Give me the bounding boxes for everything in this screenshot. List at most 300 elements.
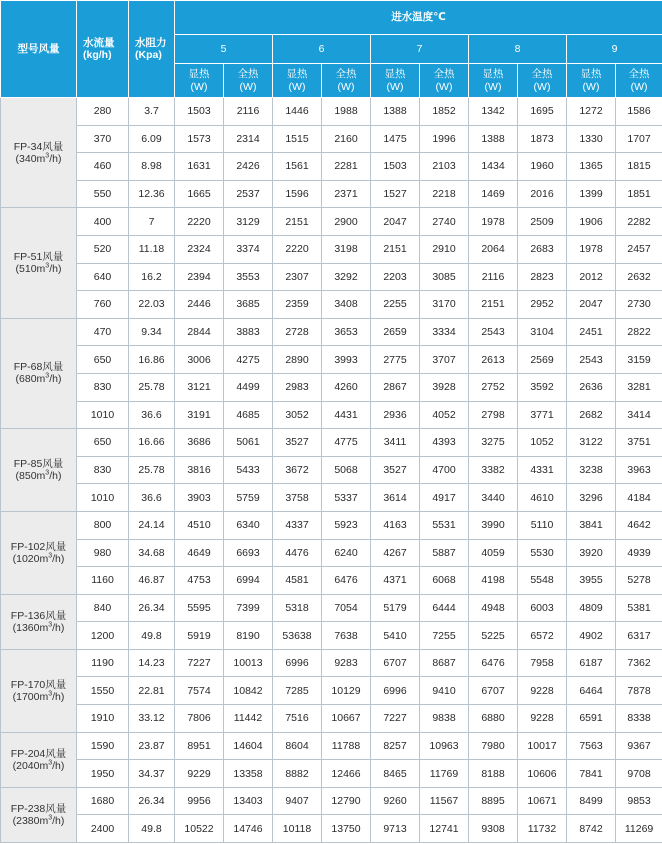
model-cell (1, 318, 77, 428)
heat-value-cell: 4902 (567, 622, 616, 650)
heat-value-cell: 6068 (420, 567, 469, 595)
heat-value-cell: 10017 (518, 732, 567, 760)
heat-value-cell: 2064 (469, 235, 518, 263)
flow-cell: 1190 (77, 649, 129, 677)
heat-value-cell: 3129 (224, 208, 273, 236)
heat-value-cell: 2613 (469, 346, 518, 374)
heat-value-cell: 9956 (175, 787, 224, 815)
resistance-cell: 22.81 (129, 677, 175, 705)
heat-value-cell: 11788 (322, 732, 371, 760)
heat-value-cell: 1561 (273, 153, 322, 181)
heat-value-cell: 11567 (420, 787, 469, 815)
heat-value-cell: 3296 (567, 484, 616, 512)
resistance-cell: 34.37 (129, 760, 175, 788)
heat-value-cell: 1503 (175, 98, 224, 126)
heat-value-cell: 4052 (420, 401, 469, 429)
heat-value-cell: 5381 (616, 594, 662, 622)
heat-value-cell: 5433 (224, 456, 273, 484)
airflow-value: $(2040m^3/h)$ (12, 759, 65, 772)
airflow-number: 850 (19, 470, 37, 483)
heat-unit-label: (W) (582, 80, 600, 93)
heat-value-cell: 7362 (616, 649, 662, 677)
heat-value-cell: 2537 (224, 180, 273, 208)
heat-value-cell: 9853 (616, 787, 662, 815)
heat-value-cell: 7958 (518, 649, 567, 677)
heat-value-cell: 9407 (273, 787, 322, 815)
heat-value-cell: 5278 (616, 567, 662, 595)
heat-value-cell: 1596 (273, 180, 322, 208)
heat-value-cell: 9410 (420, 677, 469, 705)
model-cell (1, 208, 77, 318)
heat-value-cell: 2151 (273, 208, 322, 236)
heat-value-cell: 6572 (518, 622, 567, 650)
flow-cell: 1950 (77, 760, 129, 788)
table-row (1, 539, 662, 567)
heat-value-cell: 6003 (518, 594, 567, 622)
heat-value-cell: 4431 (322, 401, 371, 429)
flow-cell: 1160 (77, 567, 129, 595)
flow-cell: 1590 (77, 732, 129, 760)
heat-value-cell: 4331 (518, 456, 567, 484)
heat-value-cell: 6880 (469, 705, 518, 733)
flow-cell: 980 (77, 539, 129, 567)
resistance-cell: 26.34 (129, 594, 175, 622)
table-row (1, 401, 662, 429)
heat-value-cell: 3955 (567, 567, 616, 595)
heat-value-cell: 6317 (616, 622, 662, 650)
resistance-cell: 3.7 (129, 98, 175, 126)
heat-value-cell: 2012 (567, 263, 616, 291)
airflow-unit: $m^3/h$) (39, 690, 65, 703)
heat-value-cell: 2952 (518, 291, 567, 319)
heat-value-cell: 1631 (175, 153, 224, 181)
resistance-cell: 8.98 (129, 153, 175, 181)
sensible-heat-header (567, 64, 616, 98)
airflow-number: 510 (19, 263, 37, 276)
heat-value-cell: 7516 (273, 705, 322, 733)
heat-value-cell: 13358 (224, 760, 273, 788)
heat-value-cell: 2910 (420, 235, 469, 263)
heat-value-cell: 2900 (322, 208, 371, 236)
heat-value-cell: 3614 (371, 484, 420, 512)
table-row (1, 649, 662, 677)
heat-value-cell: 8882 (273, 760, 322, 788)
heat-value-cell: 3841 (567, 511, 616, 539)
model-name: FP-238风量 (10, 802, 67, 815)
sensible-heat-header (469, 64, 518, 98)
flow-cell: 830 (77, 456, 129, 484)
model-cell (1, 511, 77, 594)
heat-value-cell: 5759 (224, 484, 273, 512)
model-cell (1, 787, 77, 842)
heat-value-cell: 1527 (371, 180, 420, 208)
total-heat-header (616, 64, 662, 98)
heat-value-cell: 4476 (273, 539, 322, 567)
heat-unit-label: (W) (435, 80, 453, 93)
heat-value-cell: 5548 (518, 567, 567, 595)
heat-value-cell: 6444 (420, 594, 469, 622)
heat-value-cell: 1978 (567, 235, 616, 263)
heat-value-cell: 4775 (322, 429, 371, 457)
table-row (1, 373, 662, 401)
heat-value-cell: 6240 (322, 539, 371, 567)
heat-value-cell: 5919 (175, 622, 224, 650)
heat-value-cell: 4393 (420, 429, 469, 457)
airflow-value: $(1700m^3/h)$ (12, 690, 65, 703)
heat-value-cell: 2047 (567, 291, 616, 319)
heat-value-cell: 1272 (567, 98, 616, 126)
heat-value-cell: 2220 (273, 235, 322, 263)
heat-value-cell: 3993 (322, 346, 371, 374)
resistance-cell: 16.2 (129, 263, 175, 291)
heat-value-cell: 10129 (322, 677, 371, 705)
airflow-unit: $m^3/h$) (39, 552, 65, 565)
airflow-unit: $m^3/h$) (36, 372, 62, 386)
heat-value-cell: 5410 (371, 622, 420, 650)
heat-value-cell: 3275 (469, 429, 518, 457)
heat-value-cell: 2016 (518, 180, 567, 208)
heat-value-cell: 13403 (224, 787, 273, 815)
heat-value-cell: 6476 (469, 649, 518, 677)
heat-value-cell: 3121 (175, 373, 224, 401)
temp-header: 7 (371, 35, 469, 64)
heat-value-cell: 9708 (616, 760, 662, 788)
heat-value-cell: 7574 (175, 677, 224, 705)
heat-value-cell: 2867 (371, 373, 420, 401)
flow-cell: 840 (77, 594, 129, 622)
heat-type-label: 显热 (384, 68, 406, 81)
heat-value-cell: 2659 (371, 318, 420, 346)
temp-header: 9 (567, 35, 662, 64)
model-name: FP-102风量 (10, 540, 67, 553)
flow-header-unit: (kg/h) (83, 49, 112, 61)
heat-value-cell: 5887 (420, 539, 469, 567)
heat-value-cell: 6994 (224, 567, 273, 595)
heat-value-cell: 8465 (371, 760, 420, 788)
heat-unit-label: (W) (533, 80, 551, 93)
resistance-header-unit: (Kpa) (135, 49, 162, 61)
temp-header: 5 (175, 35, 273, 64)
heat-value-cell: 2203 (371, 263, 420, 291)
heat-value-cell: 7399 (224, 594, 273, 622)
heat-value-cell: 8742 (567, 815, 616, 843)
heat-value-cell: 3414 (616, 401, 662, 429)
heat-value-cell: 4198 (469, 567, 518, 595)
heat-value-cell: 1851 (616, 180, 662, 208)
resistance-cell: 49.8 (129, 622, 175, 650)
heat-value-cell: 10118 (273, 815, 322, 843)
table-header (1, 1, 662, 98)
heat-value-cell: 2543 (567, 346, 616, 374)
heat-value-cell: 13750 (322, 815, 371, 843)
heat-value-cell: 2775 (371, 346, 420, 374)
heat-value-cell: 3238 (567, 456, 616, 484)
heat-value-cell: 2728 (273, 318, 322, 346)
model-cell (1, 649, 77, 732)
heat-value-cell: 4059 (469, 539, 518, 567)
heat-value-cell: 8338 (616, 705, 662, 733)
heat-value-cell: 3920 (567, 539, 616, 567)
heat-value-cell: 1365 (567, 153, 616, 181)
heat-value-cell: 3052 (273, 401, 322, 429)
heat-value-cell: 3374 (224, 235, 273, 263)
heat-value-cell: 2682 (567, 401, 616, 429)
heat-value-cell: 2446 (175, 291, 224, 319)
heat-value-cell: 4610 (518, 484, 567, 512)
model-cell (1, 594, 77, 649)
resistance-cell: 16.66 (129, 429, 175, 457)
heat-value-cell: 3191 (175, 401, 224, 429)
heat-value-cell: 1052 (518, 429, 567, 457)
heat-value-cell: 1996 (420, 125, 469, 153)
heat-value-cell: 4917 (420, 484, 469, 512)
heat-value-cell: 14746 (224, 815, 273, 843)
table-row (1, 98, 662, 126)
heat-value-cell: 7638 (322, 622, 371, 650)
airflow-value: $(680m^3/h)$ (15, 372, 62, 386)
heat-value-cell: 3771 (518, 401, 567, 429)
heat-value-cell: 7563 (567, 732, 616, 760)
heat-value-cell: 3963 (616, 456, 662, 484)
flow-cell: 460 (77, 153, 129, 181)
heat-value-cell: 2823 (518, 263, 567, 291)
heat-value-cell: 53638 (273, 622, 322, 650)
heat-value-cell: 4184 (616, 484, 662, 512)
resistance-cell: 36.6 (129, 484, 175, 512)
flow-cell: 1910 (77, 705, 129, 733)
heat-value-cell: 4753 (175, 567, 224, 595)
heat-value-cell: 1586 (616, 98, 662, 126)
heat-value-cell: 3553 (224, 263, 273, 291)
heat-value-cell: 2730 (616, 291, 662, 319)
heat-value-cell: 6707 (469, 677, 518, 705)
heat-value-cell: 3122 (567, 429, 616, 457)
table-body (1, 98, 662, 843)
heat-value-cell: 6476 (322, 567, 371, 595)
resistance-cell: 46.87 (129, 567, 175, 595)
heat-value-cell: 3990 (469, 511, 518, 539)
inlet-temp-header: 进水温度℃ (175, 1, 662, 35)
temp-header: 8 (469, 35, 567, 64)
heat-value-cell: 1434 (469, 153, 518, 181)
table-row (1, 346, 662, 374)
heat-value-cell: 1388 (469, 125, 518, 153)
flow-cell: 650 (77, 346, 129, 374)
heat-value-cell: 3758 (273, 484, 322, 512)
heat-value-cell: 2890 (273, 346, 322, 374)
table-row (1, 705, 662, 733)
heat-value-cell: 7255 (420, 622, 469, 650)
airflow-value: $(1020m^3/h)$ (12, 552, 65, 565)
heat-value-cell: 8687 (420, 649, 469, 677)
heat-value-cell: 7227 (371, 705, 420, 733)
heat-value-cell: 3685 (224, 291, 273, 319)
heat-type-label: 全热 (628, 68, 650, 81)
heat-value-cell: 8257 (371, 732, 420, 760)
airflow-number: 1020 (16, 552, 40, 565)
heat-value-cell: 3672 (273, 456, 322, 484)
heat-value-cell: 3281 (616, 373, 662, 401)
flow-header-label: 水流量 (83, 36, 115, 49)
heat-value-cell: 2218 (420, 180, 469, 208)
heat-value-cell: 7878 (616, 677, 662, 705)
resistance-cell: 24.14 (129, 511, 175, 539)
heat-value-cell: 7841 (567, 760, 616, 788)
heat-value-cell: 3411 (371, 429, 420, 457)
model-name: FP-51风量 (13, 251, 64, 263)
heat-value-cell: 1515 (273, 125, 322, 153)
heat-value-cell: 3686 (175, 429, 224, 457)
model-name: FP-204风量 (10, 747, 67, 760)
heat-value-cell: 7285 (273, 677, 322, 705)
table-row (1, 622, 662, 650)
flow-cell: 830 (77, 373, 129, 401)
airflow-value: $(510m^3/h)$ (15, 262, 62, 276)
flow-cell: 1010 (77, 484, 129, 512)
heat-unit-label: (W) (337, 80, 355, 93)
resistance-cell: 12.36 (129, 180, 175, 208)
total-heat-header (518, 64, 567, 98)
heat-value-cell: 9228 (518, 705, 567, 733)
heat-type-label: 显热 (188, 68, 210, 81)
table-row (1, 125, 662, 153)
heat-value-cell: 4809 (567, 594, 616, 622)
heat-value-cell: 4649 (175, 539, 224, 567)
heat-value-cell: 3408 (322, 291, 371, 319)
heat-value-cell: 8951 (175, 732, 224, 760)
heat-unit-label: (W) (288, 80, 306, 93)
heat-value-cell: 2371 (322, 180, 371, 208)
resistance-header-label: 水阻力 (135, 36, 167, 49)
sensible-heat-header (371, 64, 420, 98)
heat-value-cell: 4275 (224, 346, 273, 374)
airflow-value: $(1360m^3/h)$ (12, 621, 65, 634)
heat-value-cell: 5530 (518, 539, 567, 567)
heat-value-cell: 6340 (224, 511, 273, 539)
heat-value-cell: 2543 (469, 318, 518, 346)
heat-value-cell: 2844 (175, 318, 224, 346)
heat-value-cell: 5068 (322, 456, 371, 484)
heat-unit-label: (W) (239, 80, 257, 93)
airflow-unit: $m^3/h$) (36, 152, 62, 165)
heat-value-cell: 2451 (567, 318, 616, 346)
heat-value-cell: 3751 (616, 429, 662, 457)
heat-value-cell: 2822 (616, 318, 662, 346)
table-row (1, 291, 662, 319)
heat-unit-label: (W) (630, 80, 648, 93)
heat-value-cell: 1695 (518, 98, 567, 126)
table-row (1, 760, 662, 788)
heat-value-cell: 2569 (518, 346, 567, 374)
heat-value-cell: 1665 (175, 180, 224, 208)
heat-value-cell: 9283 (322, 649, 371, 677)
heat-value-cell: 3170 (420, 291, 469, 319)
heat-value-cell: 5923 (322, 511, 371, 539)
heat-type-label: 显热 (482, 68, 504, 81)
flow-cell: 1010 (77, 401, 129, 429)
heat-value-cell: 2151 (469, 291, 518, 319)
table-row (1, 511, 662, 539)
resistance-cell: 26.34 (129, 787, 175, 815)
resistance-cell: 23.87 (129, 732, 175, 760)
heat-value-cell: 2324 (175, 235, 224, 263)
resistance-cell: 6.09 (129, 125, 175, 153)
heat-value-cell: 2220 (175, 208, 224, 236)
heat-value-cell: 2632 (616, 263, 662, 291)
heat-value-cell: 1906 (567, 208, 616, 236)
heat-value-cell: 9229 (175, 760, 224, 788)
model-name: FP-34风量 (13, 140, 64, 153)
heat-value-cell: 11269 (616, 815, 662, 843)
heat-value-cell: 10606 (518, 760, 567, 788)
heat-value-cell: 4700 (420, 456, 469, 484)
flow-cell: 1550 (77, 677, 129, 705)
heat-value-cell: 11769 (420, 760, 469, 788)
resistance-cell: 33.12 (129, 705, 175, 733)
heat-value-cell: 2116 (469, 263, 518, 291)
heat-value-cell: 2426 (224, 153, 273, 181)
sensible-heat-header (175, 64, 224, 98)
heat-value-cell: 2151 (371, 235, 420, 263)
heat-value-cell: 1330 (567, 125, 616, 153)
heat-value-cell: 9367 (616, 732, 662, 760)
resistance-cell: 25.78 (129, 373, 175, 401)
heat-value-cell: 1978 (469, 208, 518, 236)
heat-value-cell: 3816 (175, 456, 224, 484)
heat-value-cell: 6693 (224, 539, 273, 567)
flow-cell: 400 (77, 208, 129, 236)
heat-value-cell: 2047 (371, 208, 420, 236)
flow-cell: 280 (77, 98, 129, 126)
heat-value-cell: 1342 (469, 98, 518, 126)
table-row (1, 594, 662, 622)
heat-value-cell: 12741 (420, 815, 469, 843)
total-heat-header (420, 64, 469, 98)
table-row (1, 456, 662, 484)
resistance-cell: 49.8 (129, 815, 175, 843)
heat-value-cell: 4337 (273, 511, 322, 539)
heat-value-cell: 4581 (273, 567, 322, 595)
table-row (1, 484, 662, 512)
resistance-cell: 14.23 (129, 649, 175, 677)
model-cell (1, 429, 77, 512)
airflow-number: 340 (19, 152, 37, 165)
heat-value-cell: 9838 (420, 705, 469, 733)
flow-cell: 520 (77, 235, 129, 263)
heat-value-cell: 2936 (371, 401, 420, 429)
table-row (1, 318, 662, 346)
resistance-cell: 7 (129, 208, 175, 236)
heat-type-label: 全热 (433, 68, 455, 81)
heat-value-cell: 8895 (469, 787, 518, 815)
heat-value-cell: 3527 (371, 456, 420, 484)
heat-value-cell: 1873 (518, 125, 567, 153)
heat-value-cell: 1475 (371, 125, 420, 153)
heat-value-cell: 5110 (518, 511, 567, 539)
heat-value-cell: 2683 (518, 235, 567, 263)
flow-cell: 640 (77, 263, 129, 291)
heat-value-cell: 2282 (616, 208, 662, 236)
heat-value-cell: 5061 (224, 429, 273, 457)
airflow-value: $(2380m^3/h)$ (12, 814, 65, 827)
flow-cell: 2400 (77, 815, 129, 843)
resistance-cell: 34.68 (129, 539, 175, 567)
flow-header (77, 1, 129, 98)
heat-value-cell: 1988 (322, 98, 371, 126)
heat-value-cell: 4260 (322, 373, 371, 401)
heat-value-cell: 4510 (175, 511, 224, 539)
heat-value-cell: 1503 (371, 153, 420, 181)
